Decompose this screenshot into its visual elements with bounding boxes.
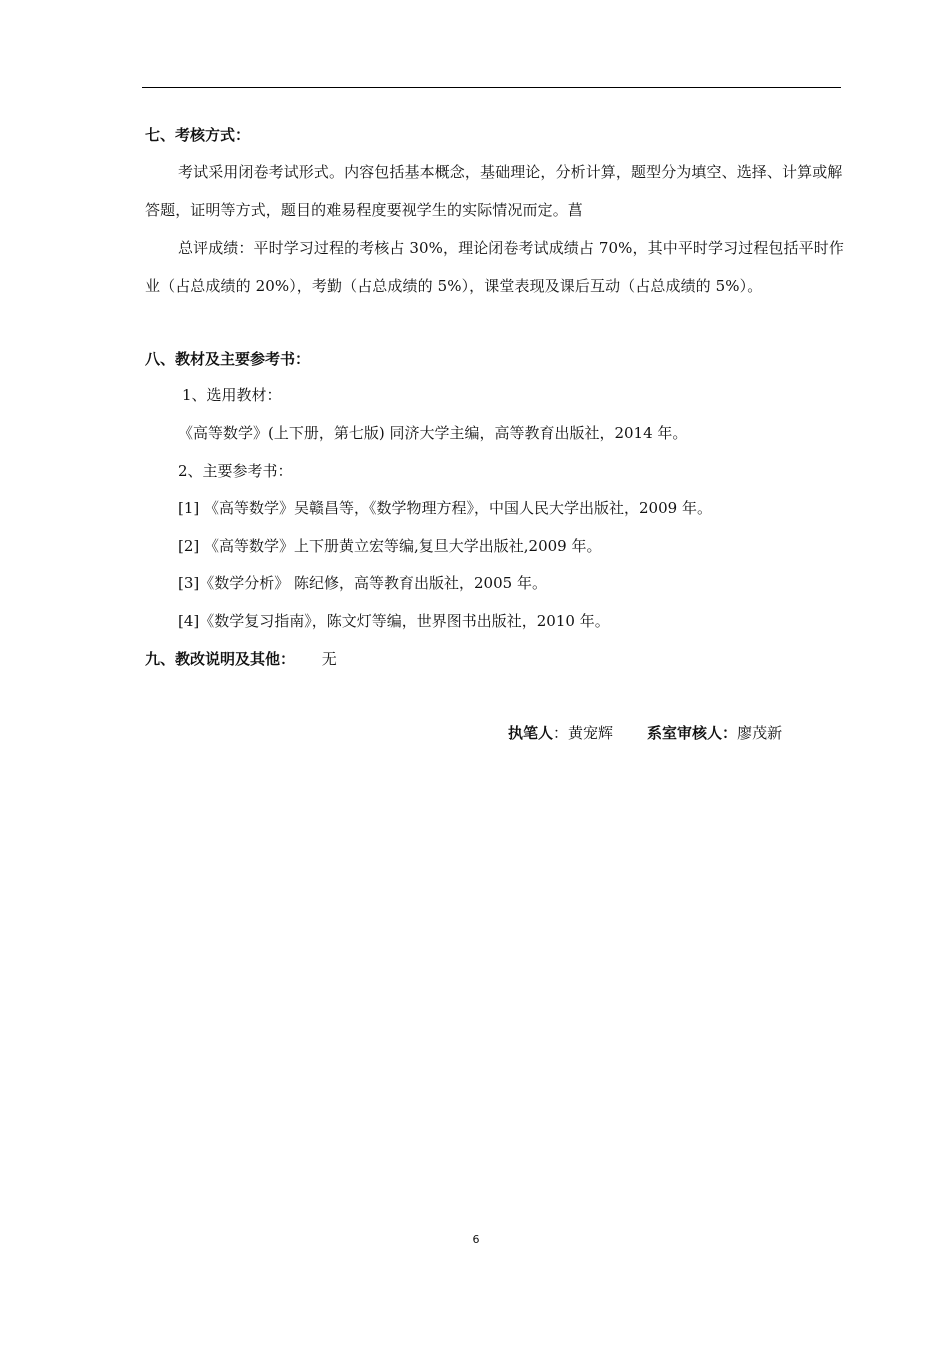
- section9-heading: 九、教改说明及其他：: [145, 650, 296, 668]
- section7-para1: 考试采用闭卷考试形式。内容包括基本概念，基础理论，分析计算，题型分为填空、选择、计算或解答题，证明等方式，题目的难易程度要视学生的实际情况而定。菖: [145, 163, 843, 219]
- section7-para2: 总评成绩：平时学习过程的考核占 30%，理论闭卷考试成绩占 70%，其中平时学习过程包括平时作业（占总成绩的 20%），考勤（占总成绩的 5%），课堂表现及课后互动（占总成绩的 5%）。: [145, 239, 844, 295]
- ref-item-2: [2] 《高等数学》上下册黄立宏等编,复旦大学出版社,2009 年。: [178, 537, 602, 555]
- header-rule: [142, 87, 841, 88]
- section9-value: 无: [321, 650, 337, 668]
- signature-line: [508, 723, 782, 743]
- author-label: 执笔人: [508, 724, 554, 742]
- refs-label: 2、主要参考书：: [178, 462, 293, 480]
- page-number: 6: [472, 1233, 480, 1246]
- reviewer-name: 廖茂新: [737, 724, 783, 742]
- reviewer-label: 系室审核人：: [647, 724, 738, 742]
- ref-item-3: [3]《数学分析》 陈纪修，高等教育出版社，2005 年。: [178, 574, 547, 592]
- section8-heading: 八、教材及主要参考书：: [145, 350, 311, 368]
- textbook-label: 1、选用教材：: [182, 386, 282, 404]
- textbook-entry: 《高等数学》(上下册，第七版) 同济大学主编，高等教育出版社，2014 年。: [178, 424, 688, 442]
- author-name: 黄宠辉: [568, 724, 614, 742]
- author-separator: ：: [553, 724, 569, 742]
- section9-line: [145, 649, 337, 669]
- ref-item-4: [4]《数学复习指南》，陈文灯等编，世界图书出版社，2010 年。: [178, 612, 610, 630]
- section7-heading: 七、考核方式：: [145, 126, 251, 144]
- ref-item-1: [1] 《高等数学》吴赣昌等，《数学物理方程》，中国人民大学出版社，2009 年。: [178, 499, 712, 517]
